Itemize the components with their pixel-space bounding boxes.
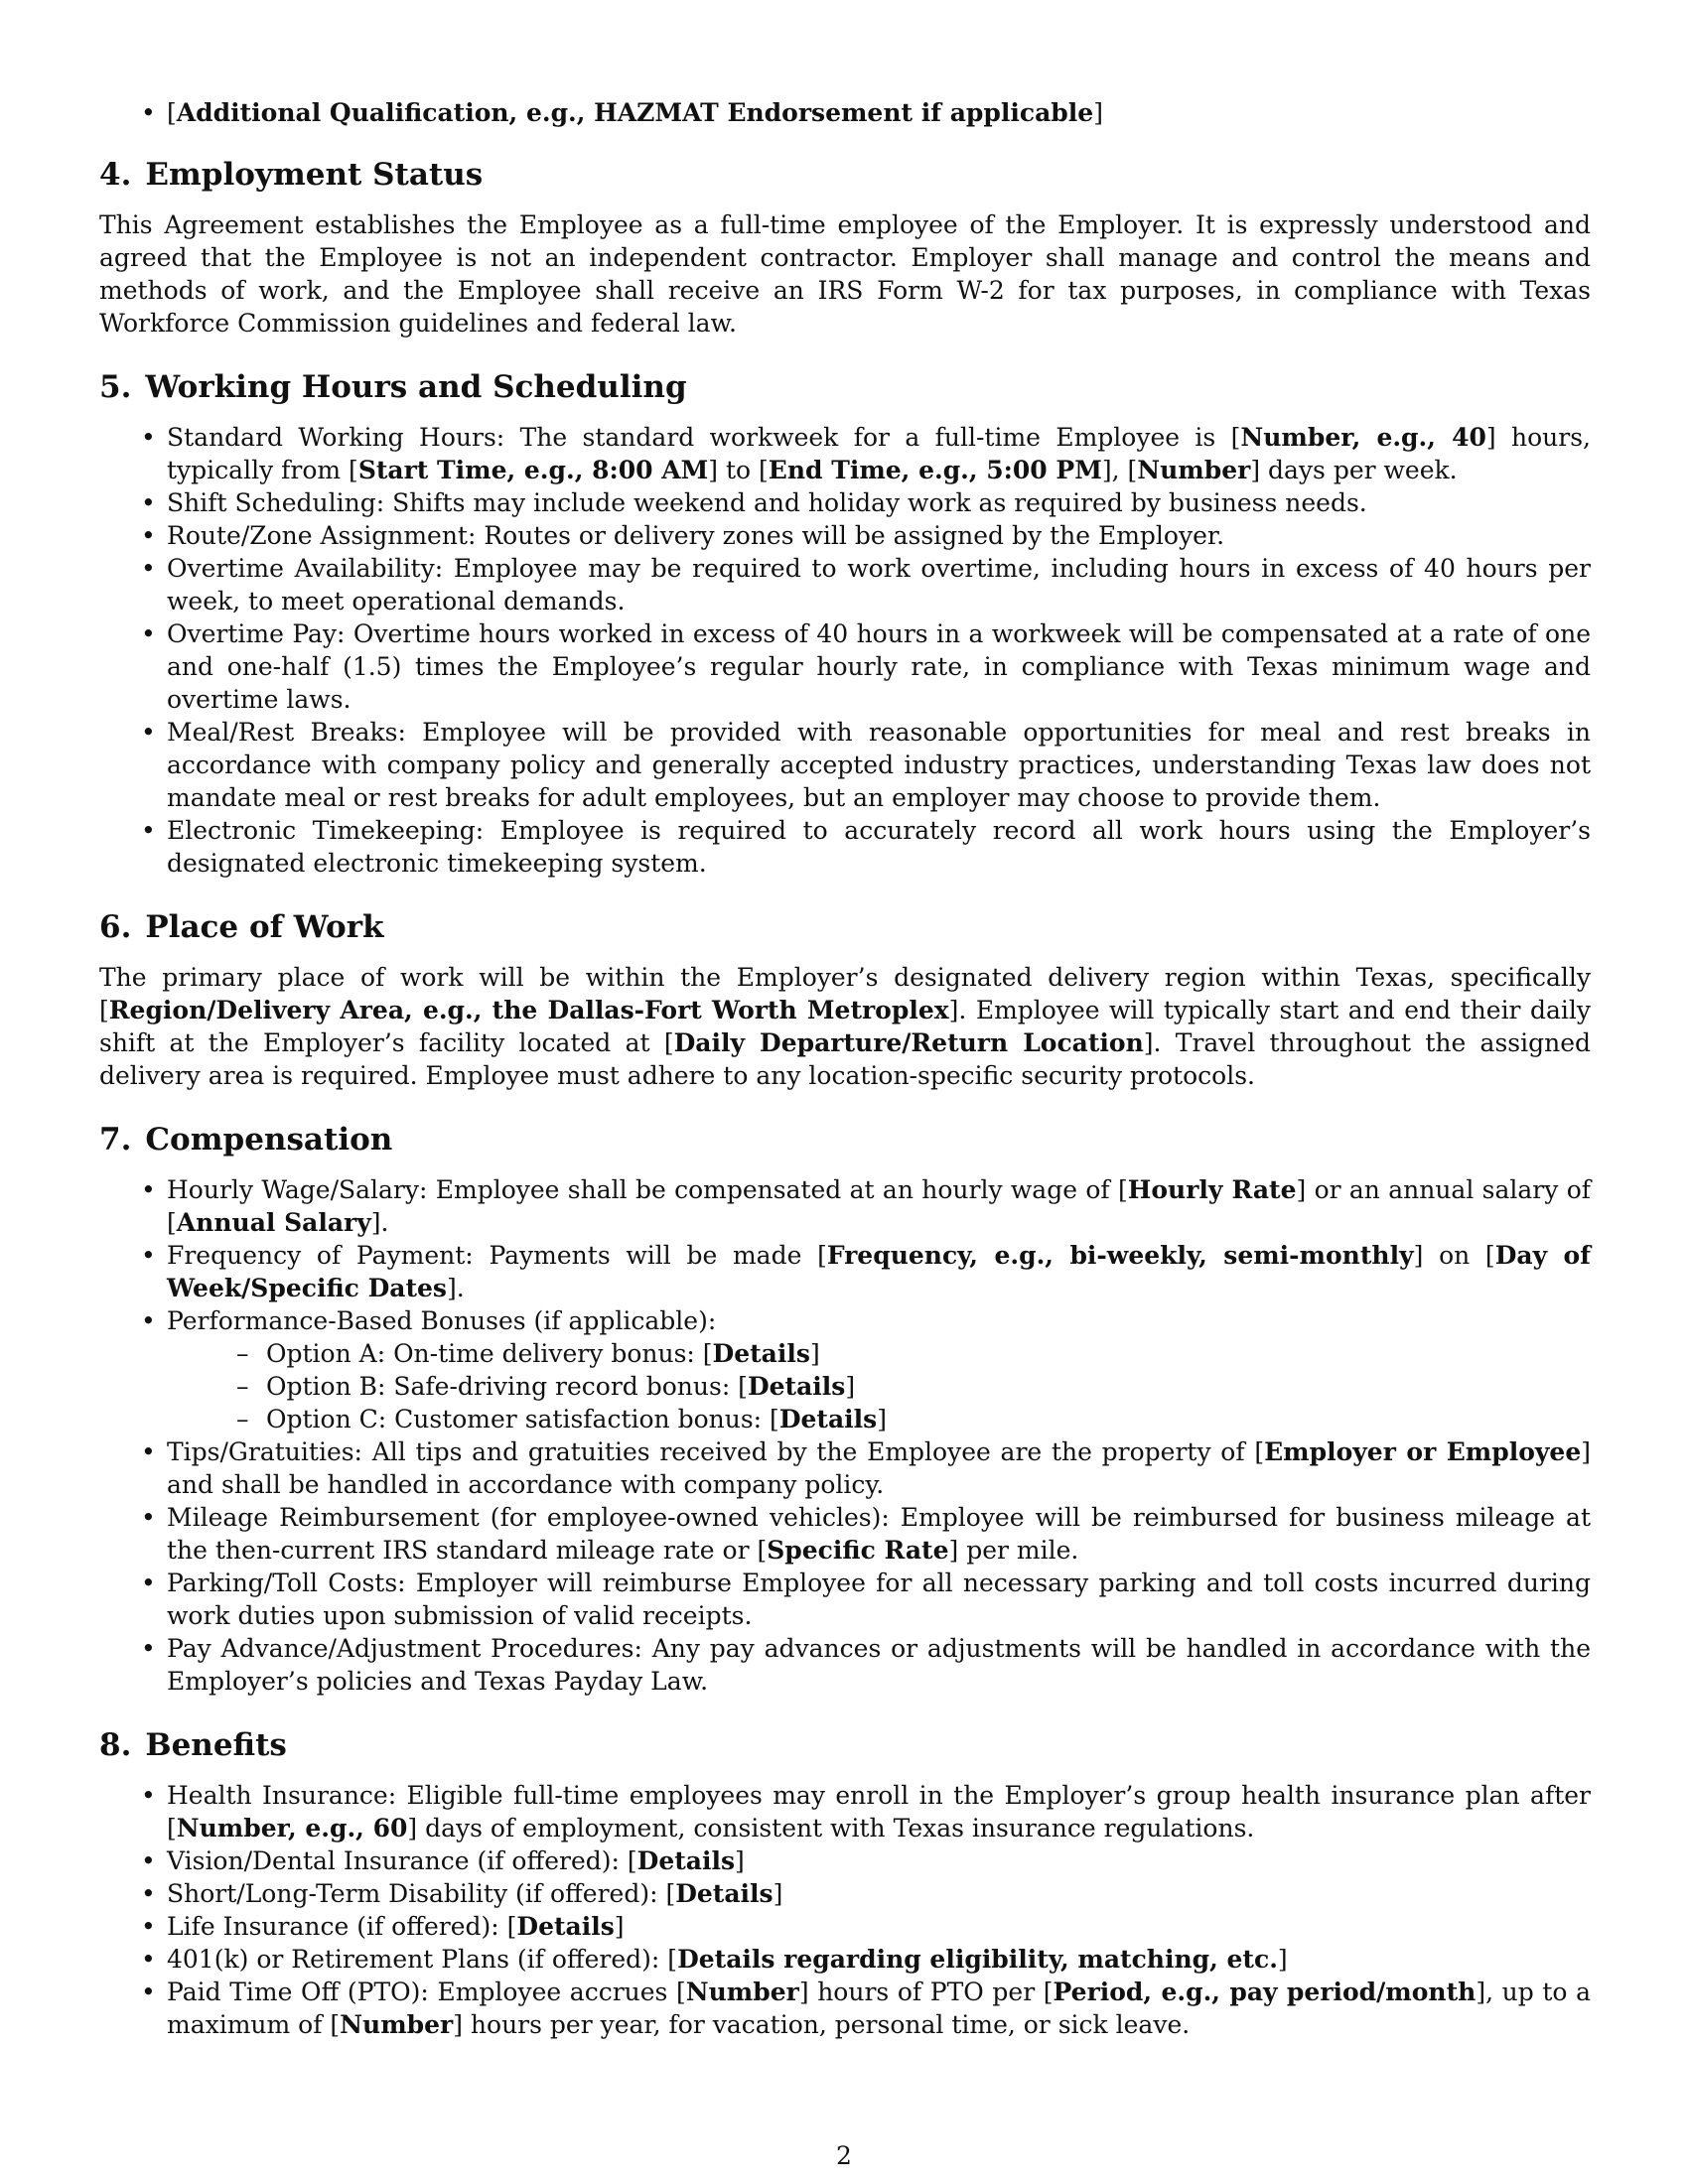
list-item: • Paid Time Off (PTO): Employee accrues [Number] hours of PTO per [Period, e.g., pay period/month], up to a maximum of [Number] hours per year, for vacation, personal time, or sick leave. (99, 1976, 1591, 2041)
list-item: • Life Insurance (if offered): [Details] (99, 1910, 1591, 1943)
compensation-list (99, 1173, 1591, 1698)
list-item: • Meal/Rest Breaks: Employee will be provided with reasonable opportunities for meal and rest breaks in accordance with company policy and generally accepted industry practices, understanding Texas law does not mandate meal or rest breaks for adult employees, but an employer may choose to provide them. (99, 716, 1591, 814)
working-hours-list (99, 421, 1591, 880)
section-place-of-work (99, 907, 1591, 1092)
section-heading: 8. Benefits (99, 1727, 287, 1763)
sub-list-item: – Option B: Safe-driving record bonus: [Details] (199, 1370, 1591, 1403)
section-benefits (99, 1725, 1591, 2041)
list-item: • Performance-Based Bonuses (if applicable): – Option A: On-time delivery bonus: [Details] – Option B: Safe-driving record bonus: [Details] – Option C: Customer satisfaction bonus: [Details] (99, 1304, 1591, 1435)
section-heading: 5. Working Hours and Scheduling (99, 369, 687, 405)
qualification-list (99, 96, 1591, 129)
bonus-options-list (199, 1337, 1591, 1435)
paragraph: This Agreement establishes the Employee as a full-time employee of the Employer. It is expressly understood and agreed that the Employee is not an independent contractor. Employer shall manage and control the means and methods of work, and the Employee shall receive an IRS Form W-2 for tax purposes, in compliance with Texas Workforce Commission guidelines and federal law. (99, 210, 1591, 338)
list-item: • Shift Scheduling: Shifts may include weekend and holiday work as required by business needs. (99, 486, 1591, 519)
list-item: • Parking/Toll Costs: Employer will reimburse Employee for all necessary parking and toll costs incurred during work duties upon submission of valid receipts. (99, 1567, 1591, 1632)
section-heading: 4. Employment Status (99, 157, 484, 193)
section-compensation (99, 1120, 1591, 1698)
list-item: • Pay Advance/Adjustment Procedures: Any pay advances or adjustments will be handled in accordance with the Employer’s policies and Texas Payday Law. (99, 1632, 1591, 1698)
list-item: • Overtime Pay: Overtime hours worked in excess of 40 hours in a workweek will be compensated at a rate of one and one-half (1.5) times the Employee’s regular hourly rate, in compliance with Texas minimum wage and overtime laws. (99, 617, 1591, 716)
document-page (99, 96, 1591, 2041)
list-item: • Mileage Reimbursement (for employee-owned vehicles): Employee will be reimbursed for business mileage at the then-current IRS standard mileage rate or [Specific Rate] per mile. (99, 1501, 1591, 1567)
list-item: • Frequency of Payment: Payments will be made [Frequency, e.g., bi-weekly, semi-monthly] on [Day of Week/Specific Dates]. (99, 1239, 1591, 1304)
sub-list-item: – Option A: On-time delivery bonus: [Details] (199, 1337, 1591, 1370)
list-item: • Electronic Timekeeping: Employee is required to accurately record all work hours using the Employer’s designated electronic timekeeping system. (99, 814, 1591, 880)
sub-list-item: – Option C: Customer satisfaction bonus: [Details] (199, 1403, 1591, 1435)
list-item: • Hourly Wage/Salary: Employee shall be compensated at an hourly wage of [Hourly Rate] or an annual salary of [Annual Salary]. (99, 1173, 1591, 1239)
list-item: • Standard Working Hours: The standard workweek for a full-time Employee is [Number, e.g., 40] hours, typically from [Start Time, e.g., 8:00 AM] to [End Time, e.g., 5:00 PM], [Number] days per week. (99, 421, 1591, 486)
list-item: • Health Insurance: Eligible full-time employees may enroll in the Employer’s group health insurance plan after [Number, e.g., 60] days of employment, consistent with Texas insurance regulations. (99, 1779, 1591, 1844)
list-item: • Tips/Gratuities: All tips and gratuities received by the Employee are the property of [Employer or Employee] and shall be handled in accordance with company policy. (99, 1435, 1591, 1501)
paragraph: The primary place of work will be within the Employer’s designated delivery region within Texas, specifically [Region/Delivery Area, e.g., the Dallas-Fort Worth Metroplex]. Employee will typically start and end their daily shift at the Employer’s facility located at [Daily Departure/Return Location]. Travel throughout the assigned delivery area is required. Employee must adhere to any location-specific security protocols. (99, 963, 1592, 1090)
section-heading: 7. Compensation (99, 1122, 393, 1158)
list-item: • Short/Long-Term Disability (if offered): [Details] (99, 1877, 1591, 1910)
list-item: • Route/Zone Assignment: Routes or delivery zones will be assigned by the Employer. (99, 519, 1591, 552)
page-number: 2 (836, 2141, 852, 2170)
list-item: • Vision/Dental Insurance (if offered): [Details] (99, 1844, 1591, 1877)
section-employment-status (99, 155, 1591, 340)
list-item: • 401(k) or Retirement Plans (if offered): [Details regarding eligibility, matching, etc.] (99, 1943, 1591, 1976)
list-item: • Overtime Availability: Employee may be required to work overtime, including hours in excess of 40 hours per week, to meet operational demands. (99, 552, 1591, 617)
benefits-list (99, 1779, 1591, 2041)
list-item: • [Additional Qualification, e.g., HAZMAT Endorsement if applicable] (99, 96, 1591, 129)
section-working-hours (99, 367, 1591, 880)
section-heading: 6. Place of Work (99, 909, 384, 945)
